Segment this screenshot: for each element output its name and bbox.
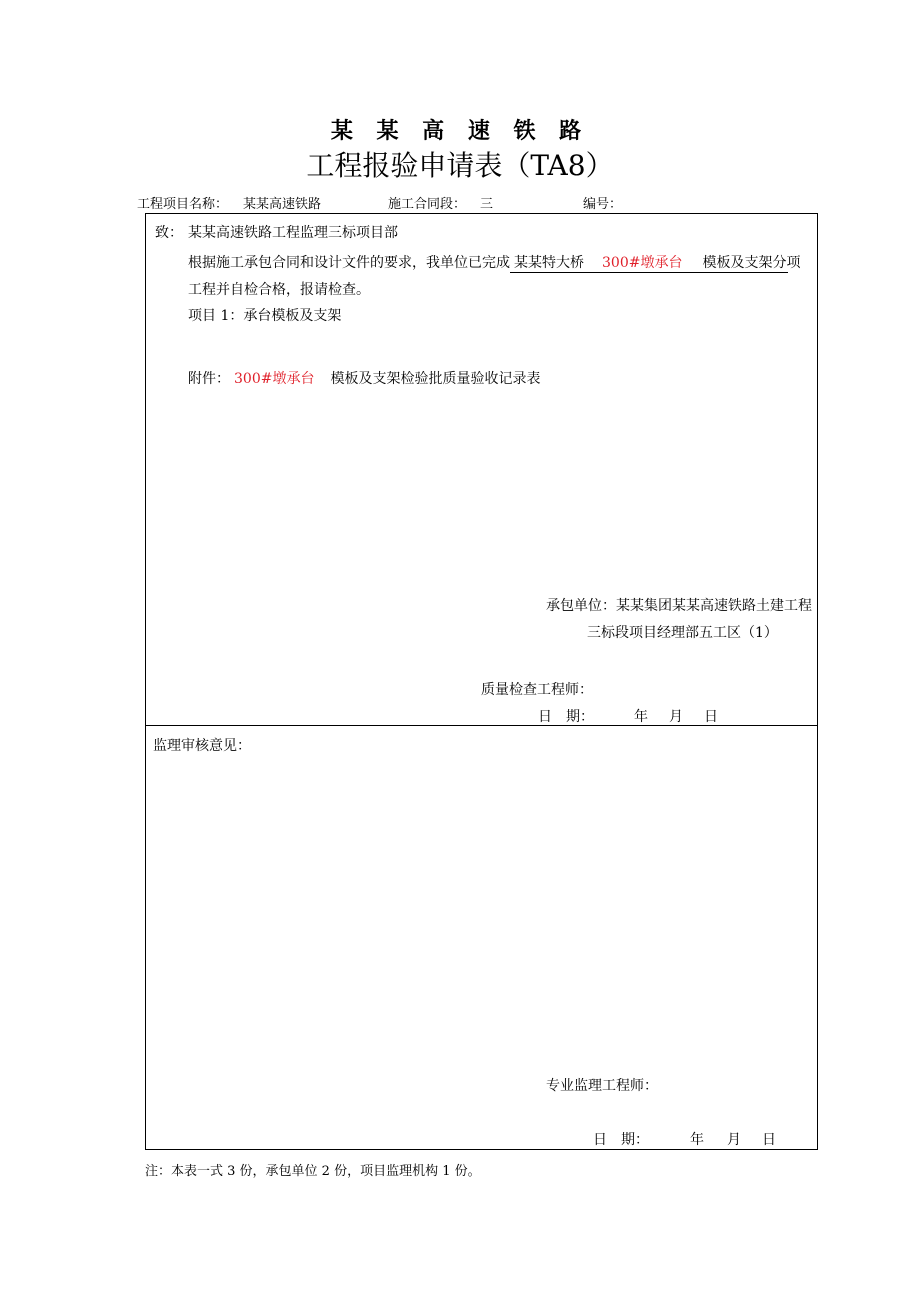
attachment-pier: 300#墩承台 [234, 371, 315, 387]
footer-note: 注：本表一式 3 份，承包单位 2 份，项目监理机构 1 份。 [145, 1164, 481, 1179]
supervising-engineer-label: 专业监理工程师： [546, 1078, 658, 1094]
contract-section-label: 施工合同段： [388, 197, 467, 212]
document-title-form: 工程报验申请表（TA8） [306, 149, 614, 182]
review-date-month: 月 [727, 1132, 741, 1148]
bridge-name: 某某特大桥 [514, 255, 584, 271]
contractor-line1: 承包单位：某某集团某某高速铁路土建工程 [546, 598, 812, 614]
pier-name: 300#墩承台 [602, 255, 683, 271]
quality-engineer-label: 质量检查工程师： [481, 682, 593, 698]
application-date-label: 日 期： [538, 709, 594, 725]
review-date-year: 年 [690, 1132, 704, 1148]
application-body-line2: 工程并自检合格，报请检查。 [188, 282, 370, 298]
contractor-line2: 三标段项目经理部五工区（1） [587, 625, 778, 641]
attachment-suffix: 模板及支架检验批质量验收记录表 [330, 371, 541, 387]
attachment-line [188, 368, 540, 388]
project-name-label: 工程项目名称： [137, 197, 229, 212]
body-suffix: 模板及支架分项 [702, 255, 801, 271]
recipient-label: 致： [155, 225, 183, 241]
application-body-line1 [188, 252, 801, 273]
review-opinion-label: 监理审核意见： [153, 738, 251, 754]
review-date-day: 日 [762, 1132, 776, 1148]
application-date-day: 日 [704, 709, 718, 725]
item-label: 项目 1：承台模板及支架 [188, 308, 342, 324]
form-number-label: 编号： [583, 197, 623, 212]
review-date-label: 日 期： [593, 1132, 649, 1148]
document-title-railway: 某 某 高 速 铁 路 [330, 118, 590, 144]
application-date-month: 月 [669, 709, 683, 725]
recipient-value: 某某高速铁路工程监理三标项目部 [188, 225, 398, 241]
contract-section-value: 三 [480, 197, 494, 212]
attachment-label: 附件： [188, 371, 230, 387]
review-section [145, 725, 818, 1150]
application-date-year: 年 [634, 709, 648, 725]
body-prefix: 根据施工承包合同和设计文件的要求，我单位已完成 [188, 255, 510, 271]
completed-work-field [510, 255, 801, 273]
project-name-value: 某某高速铁路 [243, 197, 322, 212]
